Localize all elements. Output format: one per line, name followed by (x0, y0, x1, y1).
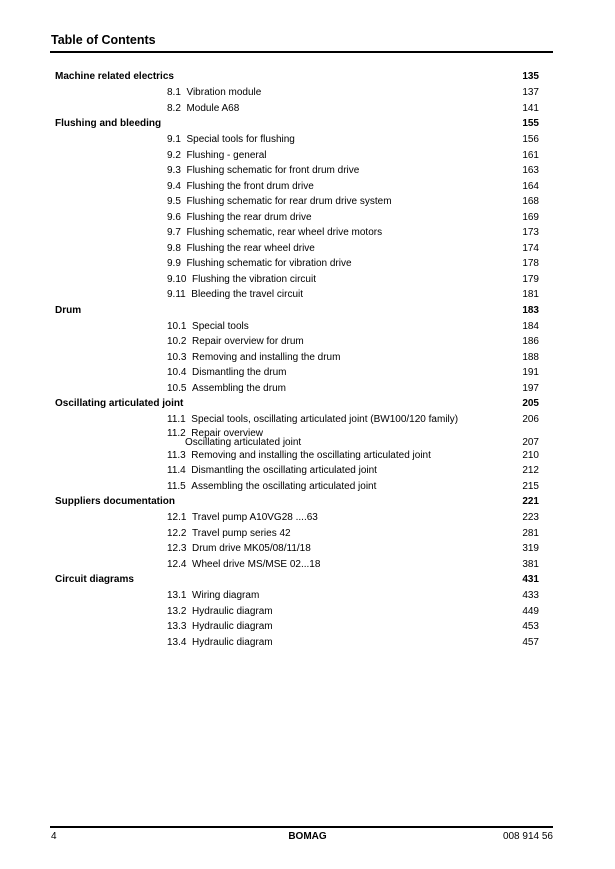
toc-entry-label (167, 287, 303, 303)
toc-entry-label (167, 588, 259, 604)
toc-entry-title: Flushing schematic, rear wheel drive motors (186, 227, 383, 238)
toc-chapter-page: 155 (522, 118, 539, 129)
toc-entry-label (167, 210, 312, 226)
toc-entry-title: Vibration module (186, 87, 262, 98)
toc-entry-label (167, 541, 311, 557)
toc-entry-page: 178 (522, 258, 539, 269)
toc-entry-label (167, 448, 431, 464)
toc-entry-title: Wiring diagram (192, 590, 260, 601)
toc-entry-page: 163 (522, 165, 539, 176)
toc-entry-page: 212 (522, 465, 539, 476)
toc-entry-row[interactable] (55, 334, 539, 350)
toc-entry-row[interactable] (55, 635, 539, 651)
toc-entry-number: 9.3 (167, 165, 181, 176)
toc-entry-label (167, 619, 273, 635)
toc-entry-row[interactable] (55, 132, 539, 148)
toc-entry-page: 453 (522, 621, 539, 632)
toc-entry-number: 12.1 (167, 512, 187, 523)
footer-rule (50, 826, 553, 828)
toc-entry-row[interactable] (55, 428, 539, 448)
footer-page-number: 4 (51, 831, 57, 842)
toc-entry-page: 156 (522, 134, 539, 145)
toc-entry-row[interactable] (55, 319, 539, 335)
toc-entry-label (167, 256, 352, 272)
toc-chapter-page: 431 (522, 574, 539, 585)
toc-entry-number: 11.1 (167, 414, 186, 425)
toc-entry-label (167, 132, 295, 148)
toc-entry-label (167, 365, 287, 381)
toc-entry-number: 10.2 (167, 336, 187, 347)
toc-chapter-title: Oscillating articulated joint (55, 398, 184, 409)
toc-entry-row[interactable] (55, 588, 539, 604)
toc-entry-number: 11.2 (167, 427, 186, 439)
toc-entry-number: 13.3 (167, 621, 187, 632)
toc-chapter-page: 221 (522, 496, 539, 507)
toc-chapter-row[interactable] (55, 494, 539, 510)
footer-brand: BOMAG (288, 831, 327, 842)
toc-entry-page: 281 (522, 527, 539, 539)
toc-chapter-row[interactable] (55, 303, 539, 319)
toc-entry-row[interactable] (55, 448, 539, 464)
toc-entry-page: 161 (522, 149, 539, 161)
toc-entry-title: Dismantling the drum (192, 367, 287, 378)
toc-entry-number: 12.3 (167, 543, 187, 554)
toc-chapter-title: Suppliers documentation (55, 496, 176, 507)
toc-entry-number: 9.6 (167, 211, 181, 223)
toc-entry-page: 164 (522, 180, 539, 192)
toc-entry-label (167, 479, 376, 495)
toc-chapter-row[interactable] (55, 116, 539, 132)
toc-entry-row[interactable] (55, 101, 539, 117)
toc-entry-row[interactable] (55, 541, 539, 557)
toc-entry-row[interactable] (55, 210, 539, 226)
toc-entry-label (167, 526, 291, 542)
toc-entry-number: 13.4 (167, 636, 187, 648)
toc-entry-number: 13.1 (167, 590, 187, 601)
toc-entry-row[interactable] (55, 479, 539, 495)
toc-entry-title: Repair overview (191, 427, 263, 439)
toc-entry-row[interactable] (55, 526, 539, 542)
toc-entry-page: 141 (522, 102, 539, 114)
toc-entry-label (167, 148, 267, 164)
toc-entry-title: Module A68 (186, 102, 240, 114)
toc-entry-label (167, 604, 273, 620)
toc-entry-number: 9.2 (167, 149, 181, 161)
toc-entry-page: 137 (522, 87, 539, 98)
toc-entry-number: 9.7 (167, 227, 181, 238)
toc-entry-row[interactable] (55, 604, 539, 620)
toc-entry-label (167, 510, 318, 526)
toc-entry-page: 381 (522, 558, 539, 570)
toc-entry-label (167, 194, 392, 210)
toc-entry-number: 10.3 (167, 351, 187, 363)
toc-chapter-title: Drum (55, 304, 82, 316)
toc-entry-title: Hydraulic diagram (192, 621, 273, 632)
toc-entry-page: 179 (522, 273, 539, 285)
toc-chapter-title: Machine related electrics (55, 71, 174, 82)
toc-entry-page: 457 (522, 636, 539, 648)
toc-entry-title: Assembling the drum (192, 382, 286, 394)
toc-entry-page: 433 (522, 590, 539, 601)
toc-entry-label (167, 463, 377, 479)
toc-entry-number: 11.5 (167, 480, 186, 492)
toc-entry-title: Removing and installing the drum (192, 351, 341, 363)
toc-entry-row[interactable] (55, 163, 539, 179)
toc-chapter-row[interactable] (55, 396, 539, 412)
toc-entry-title: Flushing schematic for vibration drive (186, 258, 352, 269)
toc-entry-title: Flushing - general (186, 149, 267, 161)
toc-entry-title: Dismantling the oscillating articulated joint (191, 465, 377, 476)
toc-entry-page: 215 (522, 480, 539, 492)
toc-entry-label (167, 225, 382, 241)
toc-entry-label (167, 381, 286, 397)
toc-entry-title: Bleeding the travel circuit (191, 289, 304, 300)
toc-entry-label (167, 241, 315, 257)
toc-entry-title: Travel pump series 42 (192, 527, 291, 539)
toc-entry-number: 12.2 (167, 527, 187, 539)
toc-entry-row[interactable] (55, 412, 539, 428)
toc-entry-row[interactable] (55, 381, 539, 397)
toc-entry-label (167, 635, 273, 651)
toc-entry-page: 210 (522, 449, 539, 461)
toc-entry-page: 191 (522, 367, 539, 378)
toc-entry-title: Wheel drive MS/MSE 02...18 (192, 558, 321, 570)
toc-entry-page: 197 (522, 382, 539, 394)
toc-entry-number: 13.2 (167, 605, 187, 617)
toc-entry-number: 10.5 (167, 382, 187, 394)
toc-entry-page: 206 (522, 414, 539, 425)
toc-chapter-page: 183 (522, 304, 539, 316)
toc-entry-label (167, 272, 316, 288)
footer-doc-number: 008 914 56 (502, 831, 553, 842)
toc-entry-page: 319 (522, 543, 539, 554)
toc-entry-label (167, 319, 249, 335)
header-rule (50, 51, 553, 53)
toc-entry-number: 9.4 (167, 180, 181, 192)
toc-entry-title: Removing and installing the oscillating articulated joint (191, 449, 431, 461)
toc-entry-page: 449 (522, 605, 539, 617)
toc-entry-row[interactable] (55, 619, 539, 635)
toc-entry-label (167, 85, 261, 101)
toc-entry-title: Special tools (192, 320, 249, 332)
toc-entry-row[interactable] (55, 287, 539, 303)
toc-entry-label (167, 334, 304, 350)
toc-entry-page: 168 (522, 196, 539, 207)
toc-entry-number: 10.1 (167, 320, 187, 332)
toc-chapter-title: Circuit diagrams (55, 574, 134, 585)
toc-entry-title: Flushing the front drum drive (186, 180, 314, 192)
toc-entry-row[interactable] (55, 194, 539, 210)
toc-entry-number: 8.1 (167, 87, 181, 98)
toc-entry-row[interactable] (55, 85, 539, 101)
toc-entry-label (167, 350, 340, 366)
toc-entry-page: 173 (522, 227, 539, 238)
toc-entry-title: Flushing the rear drum drive (186, 211, 312, 223)
toc-entry-row[interactable] (55, 272, 539, 288)
toc-entry-number: 10.4 (167, 367, 187, 378)
toc-entry-title: Assembling the oscillating articulated joint (191, 480, 377, 492)
toc-entry-title: Flushing the rear wheel drive (186, 242, 315, 254)
toc-entry-number: 11.4 (167, 465, 186, 476)
toc-entry-number: 9.10 (167, 273, 187, 285)
toc-entry-row[interactable] (55, 148, 539, 164)
toc-entry-page: 207 (522, 436, 539, 448)
toc-entry-row[interactable] (55, 256, 539, 272)
toc-entry-number: 12.4 (167, 558, 187, 570)
toc-entry-title: Special tools for flushing (186, 134, 295, 145)
toc-entry-label (167, 163, 359, 179)
toc-entry-title: Flushing the vibration circuit (192, 273, 316, 285)
toc-entry-row[interactable] (55, 463, 539, 479)
toc-entry-number: 9.8 (167, 242, 181, 254)
toc-chapter-title: Flushing and bleeding (55, 118, 162, 129)
toc-entry-number: 11.3 (167, 449, 186, 461)
toc-entry-row[interactable] (55, 510, 539, 526)
toc-entry-label (167, 101, 239, 117)
toc-entry-title: Hydraulic diagram (192, 636, 273, 648)
toc-entry-row[interactable] (55, 225, 539, 241)
toc-entry-number: 9.5 (167, 196, 181, 207)
toc-entry-number: 9.11 (167, 289, 186, 300)
toc-entry-number: 8.2 (167, 102, 181, 114)
toc-entry-page: 223 (522, 512, 539, 523)
page-title: Table of Contents (51, 33, 156, 47)
toc-entry-title-line2: Oscillating articulated joint (185, 436, 302, 448)
toc-entry-title: Flushing schematic for front drum drive (186, 165, 360, 176)
toc-entry-page: 174 (522, 242, 539, 254)
toc-chapter-row[interactable] (55, 69, 539, 85)
toc-entry-row[interactable] (55, 557, 539, 573)
toc-entry-title: Repair overview for drum (192, 336, 304, 347)
toc-chapter-page: 135 (522, 71, 539, 82)
toc-entry-label (167, 557, 320, 573)
toc-entry-page: 188 (522, 351, 539, 363)
toc-entry-number: 9.1 (167, 134, 181, 145)
toc-entry-title: Special tools, oscillating articulated joint (BW100/120 family) (191, 414, 459, 425)
toc-entry-row[interactable] (55, 350, 539, 366)
toc-entry-title: Travel pump A10VG28 ....63 (192, 512, 318, 523)
toc-entry-page: 186 (522, 336, 539, 347)
toc-entry-page: 184 (522, 320, 539, 332)
toc-entry-title: Flushing schematic for rear drum drive system (186, 196, 392, 207)
toc-entry-title: Drum drive MK05/08/11/18 (192, 543, 311, 554)
toc-entry-number: 9.9 (167, 258, 181, 269)
toc-entry-row[interactable] (55, 179, 539, 195)
toc-chapter-row[interactable] (55, 572, 539, 588)
toc-entry-row[interactable] (55, 365, 539, 381)
toc-chapter-page: 205 (522, 398, 539, 409)
toc-entry-page: 169 (522, 211, 539, 223)
toc-entry-page: 181 (522, 289, 539, 300)
toc-entry-label (167, 179, 314, 195)
table-of-contents (55, 69, 539, 650)
toc-entry-title: Hydraulic diagram (192, 605, 273, 617)
toc-entry-label (167, 412, 458, 428)
toc-entry-row[interactable] (55, 241, 539, 257)
